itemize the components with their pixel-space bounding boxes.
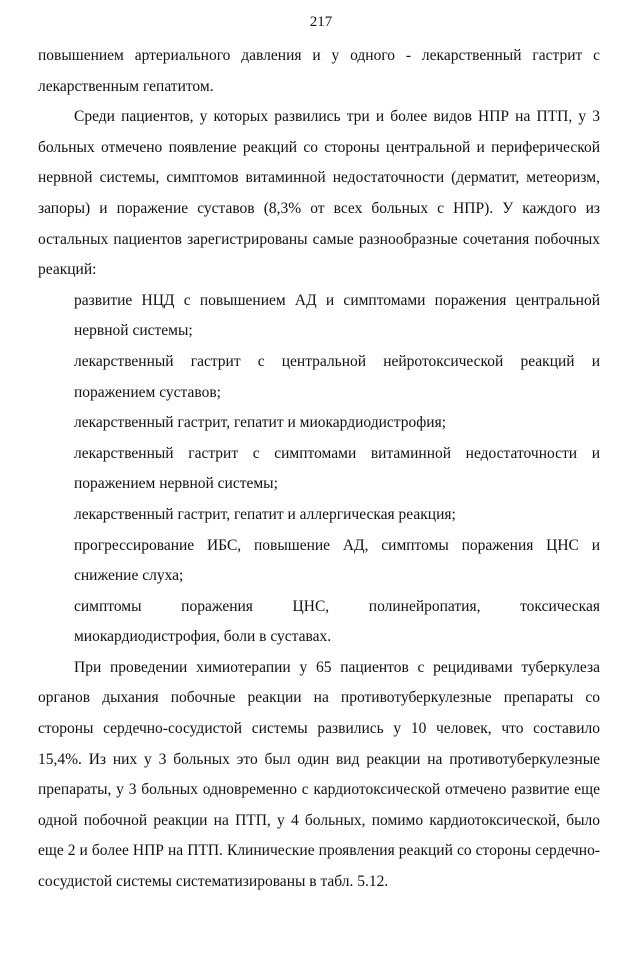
list-item: лекарственный гастрит, гепатит и аллергическая реакция; [74, 505, 456, 523]
body-text [38, 41, 600, 898]
list-item: прогрессирование ИБС, повышение АД, симптомы поражения ЦНС и снижение слуха; [74, 536, 600, 585]
paragraph-closing: При проведении химиотерапии у 65 пациентов с рецидивами туберкулеза органов дыхания побочные реакции на противотуберкулезные препараты со стороны сердечно-сосудистой системы развились у 10 человек, что составило 15,4%. Из них у 3 больных это был один вид реакции на противотуберкулезные препараты, у 3 больных одновременно с кардиотоксической отмечено развитие еще одной побочной реакции на ПТП, у 4 больных, помимо кардиотоксической, было еще 2 и более НПР на ПТП. Клинические проявления реакций со стороны сердечно-сосудистой системы систематизированы в табл. 5.12. [38, 658, 600, 891]
list-item: симптомы поражения ЦНС, полинейропатия, токсическая миокардиодистрофия, боли в суставах. [74, 597, 600, 646]
list-item: лекарственный гастрит с симптомами витаминной недостаточности и поражением нервной системы; [74, 444, 600, 493]
list-item: лекарственный гастрит, гепатит и миокардиодистрофия; [74, 414, 447, 432]
paragraph-continuation: повышением артериального давления и у одного - лекарственный гастрит с лекарственным гепатитом. [38, 47, 600, 95]
list-item: развитие НЦД с повышением АД и симптомами поражения центральной нервной системы; [74, 291, 600, 340]
list-item: лекарственный гастрит с центральной нейротоксической реакций и поражением суставов; [74, 352, 600, 401]
paragraph-intro: Среди пациентов, у которых развились три и более видов НПР на ПТП, у 3 больных отмечено появление реакций со стороны центральной и периферической нервной системы, симптомов витаминной недостаточности (дерматит, метеоризм, запоры) и поражение суставов (8,3% от всех больных с НПР). У каждого из остальных пациентов зарегистрированы самые разнообразные сочетания побочных реакций: [38, 108, 600, 279]
page-number: 217 [309, 14, 333, 30]
